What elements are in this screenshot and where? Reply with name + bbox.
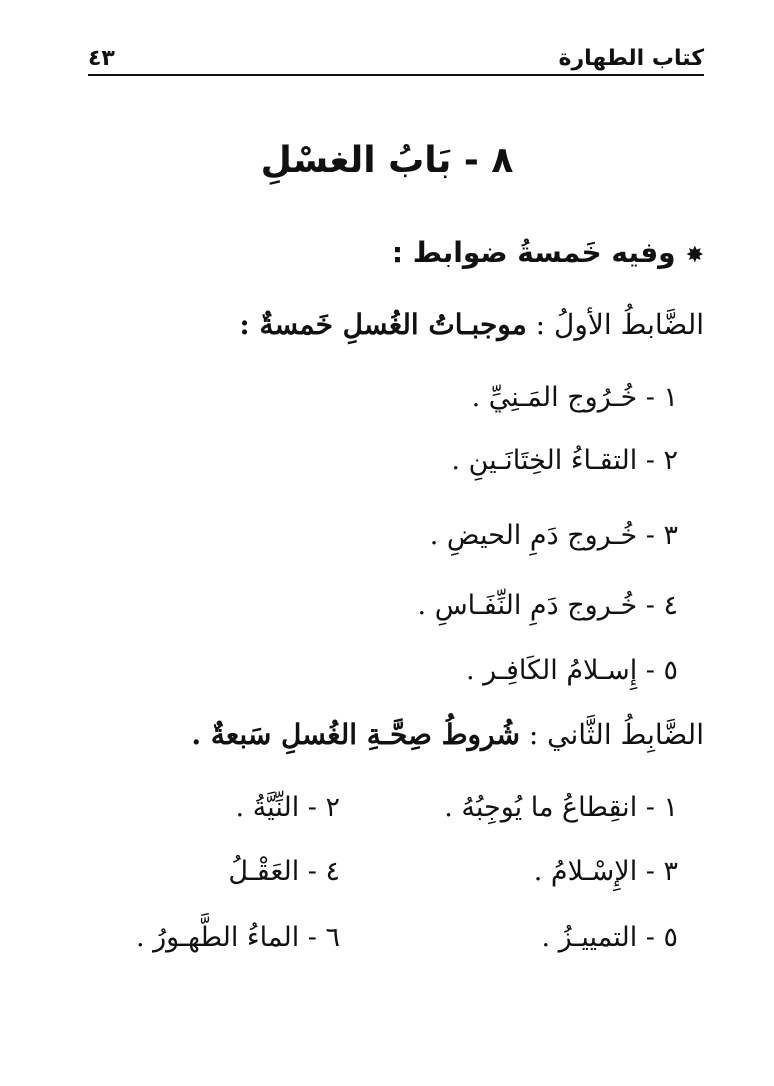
section-heading-1: [239, 308, 704, 341]
intro-text: وفيه خَمسةُ ضوابط :: [391, 236, 676, 269]
chapter-title: ٨ - بَابُ الغسْلِ: [260, 140, 514, 181]
section-heading-title: شُروطُ صِحَّـةِ الغُسلِ سَبعةٌ .: [191, 718, 520, 751]
section-heading-2: [191, 718, 704, 751]
list-item: ٢ - التقـاءُ الخِتَانَـينِ .: [451, 445, 678, 476]
intro-line: [392, 236, 704, 269]
list-item: ٥ - التمييـزُ .: [541, 922, 678, 953]
section-heading-lead: الضَّابطُ الأولُ :: [535, 308, 704, 341]
list-item: ٢ - النِّيَّةُ .: [235, 792, 340, 823]
list-item: ٤ - العَقْـلُ: [228, 856, 340, 887]
list-item: ٣ - خُـروج دَمِ الحيضِ .: [429, 520, 678, 551]
running-header: [88, 40, 704, 76]
bullet-icon: ✸: [685, 243, 704, 268]
list-item: ١ - انقِطاعُ ما يُوجِبُهُ .: [444, 792, 678, 823]
list-item: ٥ - إِسـلامُ الكَافِـر .: [466, 655, 678, 686]
list-item: ٤ - خُـروج دَمِ النِّفَـاسِ .: [417, 590, 678, 621]
page-number: ٤٣: [88, 46, 115, 71]
section-heading-title: موجبـاتُ الغُسلِ خَمسةٌ :: [239, 308, 527, 341]
list-item: ٦ - الماءُ الطَّهـورُ .: [135, 922, 340, 953]
header-title: كتاب الطهارة: [558, 46, 704, 71]
section-heading-lead: الضَّابِطُ الثَّاني :: [528, 718, 704, 751]
list-item: ٣ - الإِسْـلامُ .: [533, 856, 678, 887]
list-item: ١ - خُـرُوج المَـنِيِّ .: [471, 382, 678, 413]
